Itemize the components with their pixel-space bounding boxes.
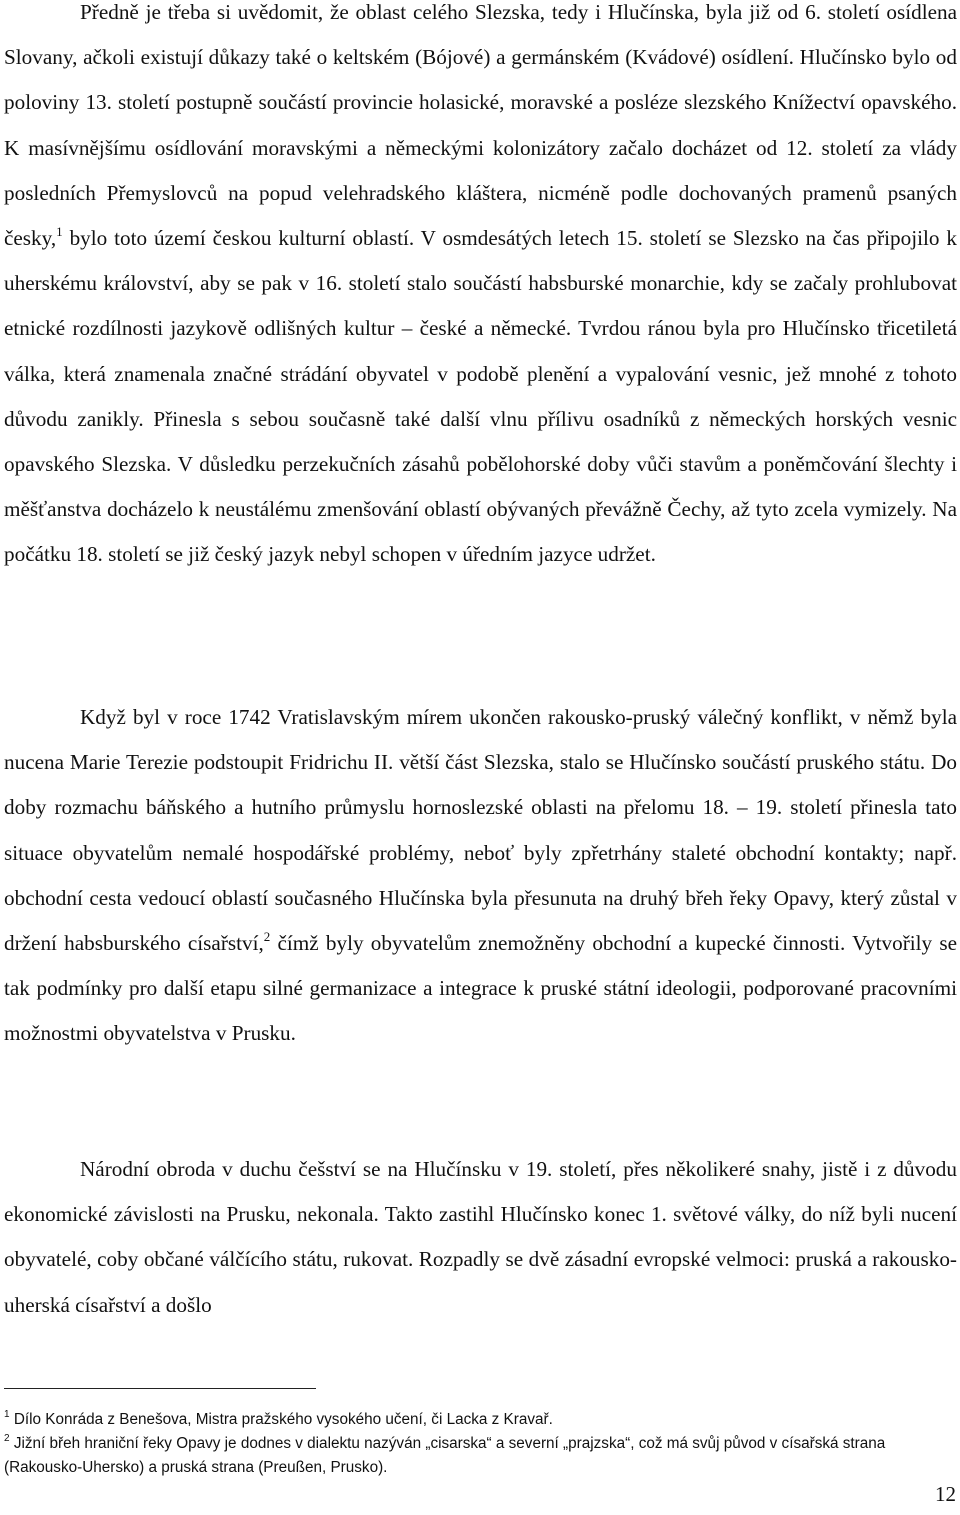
paragraph-1-part-1: Předně je třeba si uvědomit, že oblast celého Slezska, tedy i Hlučínska, byla již od 6. století osídlena Slovany, ačkoli existují důkazy také o keltském (Bójové) a germánském (Kvádové) osídlení. Hlučínsko bylo od poloviny 13. století postupně součástí provincie holasické, moravské a posléze slezského Knížectví opavského. K masívnějšímu osídlování moravskými a německými kolonizátory začalo docházet od 12. století za vlády posledních Přemyslovců na popud velehradského kláštera, nicméně podle dochovaných pramenů psaných česky,	[4, 0, 957, 251]
paragraph-3	[4, 1147, 957, 1328]
paragraph-2-part-1: Když byl v roce 1742 Vratislavským mírem ukončen rakousko-pruský válečný konflikt, v němž byla nucena Marie Terezie podstoupit Fridrichu II. větší část Slezska, stalo se Hlučínsko součástí pruského státu. Do doby rozmachu báňského a hutního průmyslu hornoslezské oblasti na přelomu 18. – 19. století přinesla tato situace obyvatelům nemalé hospodářské problémy, neboť byly zpřetrhány staleté obchodní kontakty; např. obchodní cesta vedoucí oblastí současného Hlučínska byla přesunuta na druhý břeh řeky Opavy, který zůstal v držení habsburského císařství,	[4, 705, 957, 956]
paragraph-1-text	[4, 0, 957, 578]
paragraph-1	[4, 0, 957, 578]
footnote-2-number: 2	[4, 1432, 10, 1444]
paragraph-3-part-1: Národní obroda v duchu češství se na Hlučínsku v 19. století, přes několikeré snahy, jistě i z důvodu ekonomické závislosti na Prusku, nekonala. Takto zastihl Hlučínsko konec 1. světové války, do níž byli nucení obyvatelé, coby občané válčícího státu, rukovat. Rozpadly se dvě zásadní evropské velmoci: pruská a rakousko-uherská císařství a došlo	[4, 1157, 957, 1317]
paragraph-3-text	[4, 1147, 957, 1328]
footnote-2-text: Jižní břeh hraniční řeky Opavy je dodnes v dialektu nazýván „cisarska“ a severní „prajzska“, což má svůj původ v císařská strana (Rakousko-Uhersko) a pruská strana (Preußen, Prusko).	[4, 1435, 886, 1476]
page-number: 12	[935, 1482, 956, 1506]
paragraph-2	[4, 695, 957, 1057]
footnote-1-text: Dílo Konráda z Benešova, Mistra pražského vysokého učení, či Lacka z Kravař.	[13, 1411, 553, 1428]
footnote-1	[4, 1408, 949, 1432]
footnotes	[4, 1408, 949, 1480]
paragraph-2-part-2: čímž byly obyvatelům znemožněny obchodní a kupecké činnosti. Vytvořily se tak podmínky pro další etapu silné germanizace a integrace k pruské státní ideologii, podporované pracovními možnostmi obyvatelstva v Prusku.	[4, 931, 957, 1046]
footnote-separator	[4, 1388, 316, 1389]
footnote-reference-2[interactable]: 2	[263, 929, 271, 945]
paragraph-1-part-2: bylo toto území českou kulturní oblastí. V osmdesátých letech 15. století se Slezsko na čas připojilo k uherskému království, aby se pak v 16. století stalo součástí habsburské monarchie, kdy se začaly prohlubovat etnické rozdílnosti jazykově odlišných kultur – české a německé. Tvrdou ránou byla pro Hlučínsko třicetiletá válka, která znamenala značné strádání obyvatel v podobě plenění a vypalování vesnic, jež mnohé z tohoto důvodu zanikly. Přinesla s sebou současně také další vlnu přílivu osadníků z německých horských vesnic opavského Slezska. V důsledku perzekučních zásahů pobělohorské doby vůči stavům a poněmčování šlechty i měšťanstva docházelo k neustálému zmenšování oblastí obývaných převážně Čechy, až tyto zcela vymizely. Na počátku 18. století se již český jazyk nebyl schopen v úředním jazyce udržet.	[4, 226, 957, 567]
paragraph-2-text	[4, 695, 957, 1057]
footnote-reference-1[interactable]: 1	[56, 224, 63, 240]
footnote-1-number: 1	[4, 1408, 10, 1420]
footnote-2	[4, 1432, 949, 1480]
